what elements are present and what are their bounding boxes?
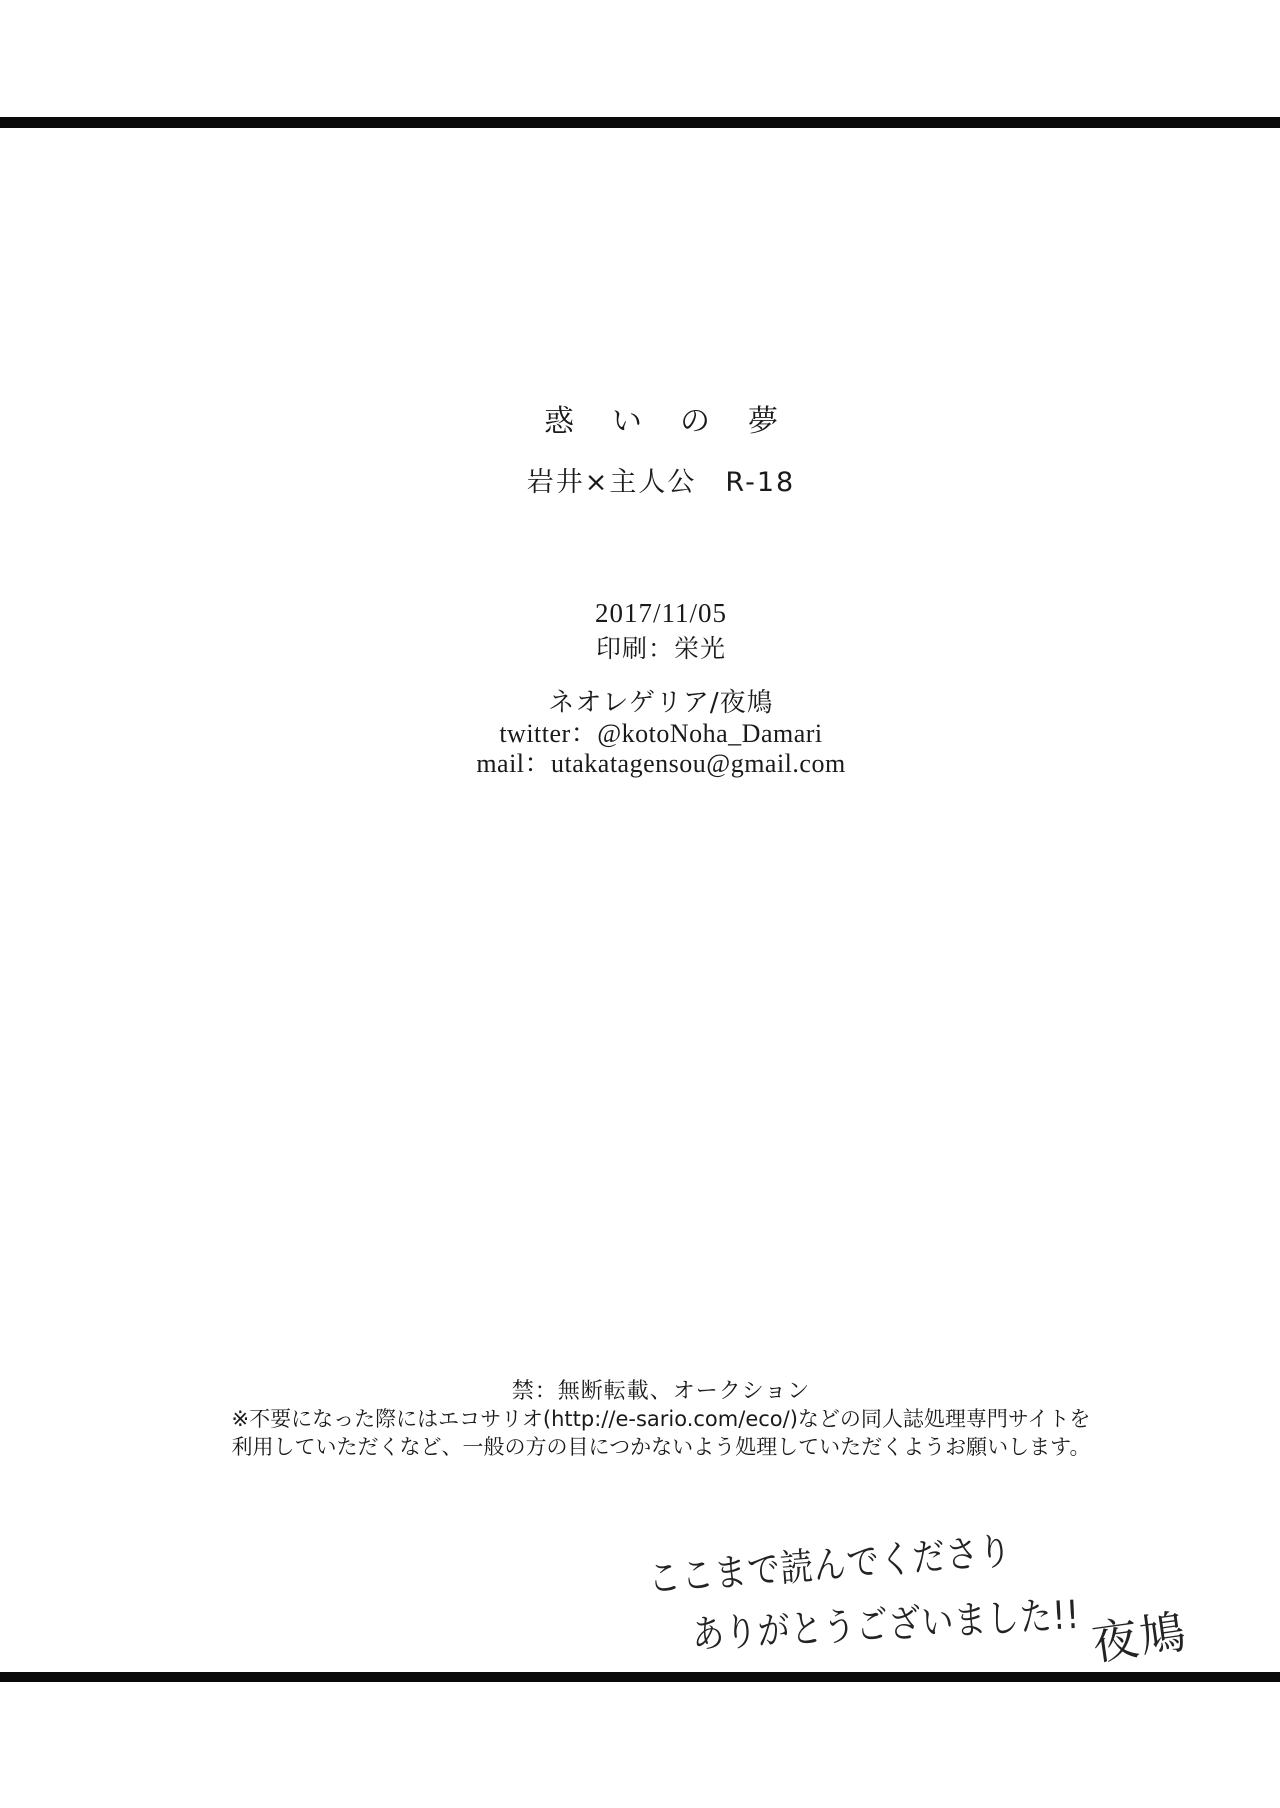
email-address: mail：utakatagensou@gmail.com — [476, 749, 846, 778]
pairing-rating: 岩井×主人公 R-18 — [526, 467, 796, 498]
top-horizontal-rule — [0, 117, 1280, 128]
bottom-horizontal-rule — [0, 1672, 1280, 1682]
twitter-handle: twitter：@kotoNoha_Damari — [499, 719, 823, 748]
handwritten-signature: 夜鳩 — [1088, 1603, 1192, 1671]
prohibition-notice: 禁：無断転載、オークション — [511, 1379, 811, 1404]
disposal-notice-line-2: 利用していただくなど、一般の方の目につかないよう処理していただくようお願いします。 — [231, 1435, 1091, 1459]
book-title: 惑いの夢 — [544, 404, 816, 439]
circle-author-credit: ネオレゲリア/夜鳩 — [548, 688, 774, 718]
handwritten-thanks-line-2: ありがとうございました!! — [691, 1592, 1081, 1658]
disposal-notice-line-1: ※不要になった際にはエコサリオ(http://e-sario.com/eco/)などの同人誌処理専門サイトを — [231, 1407, 1091, 1431]
printer-credit: 印刷：栄光 — [595, 634, 726, 663]
publication-date: 2017/11/05 — [594, 598, 727, 628]
handwritten-thanks-line-1: ここまで読んでくださり — [646, 1528, 1014, 1601]
